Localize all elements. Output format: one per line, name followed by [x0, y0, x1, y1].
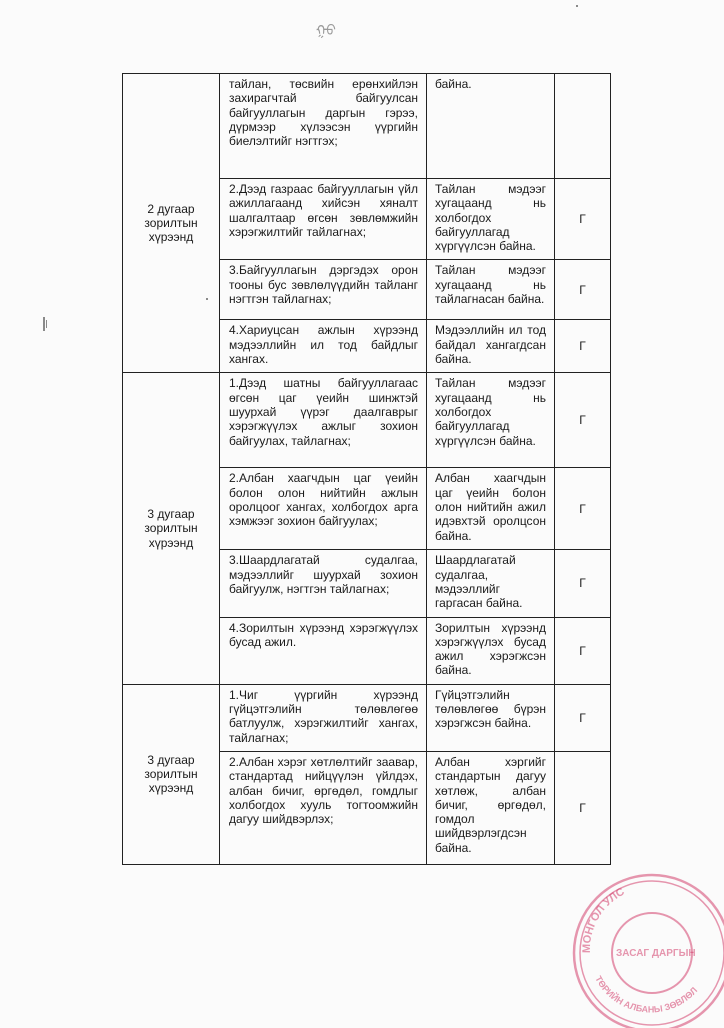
task-cell — [220, 550, 427, 617]
result-text: байна. — [435, 77, 472, 91]
task-text: 1.Дээд шатны байгууллагаас өгсөн цаг үеийн шинжтэй шуурхай үүрэг даалгаврыг хэрэгжүүлэх ажлыг зохион байгуулах, тайлагнах; — [229, 376, 418, 448]
goal-cell: 3 дугаар зорилтын хүрээнд — [123, 373, 220, 684]
task-text: тайлан, төсвийн ерөнхийлэн захирагчтай байгуулсан байгууллагын даргын гэрээ, дүрмээр хүлээсэн үүргийн биелэлтийг нэгтгэх; — [229, 77, 418, 149]
result-cell — [427, 260, 555, 320]
task-text: 2.Албан хаагчдын цаг үеийн болон олон нийтийн ажлын оролцоог хангах, холбогдох арга хэмжээг зохион байгуулах; — [229, 471, 418, 529]
result-cell — [427, 373, 555, 468]
result-cell — [427, 684, 555, 751]
table-row — [123, 373, 611, 468]
result-cell — [427, 550, 555, 617]
task-cell — [220, 260, 427, 320]
task-text: 3.Шаардлагатай судалгаа, мэдээллийг шуурхай зохион байгуулж, нэгтгэн тайлагнах; — [229, 553, 418, 596]
task-text: 3.Байгууллагын дэргэдэх орон тооны бус зөвлөлүүдийн тайланг нэгтгэн тайлагнах; — [229, 263, 418, 307]
result-text: Тайлан мэдээг хугацаанд нь холбогдох байгууллагад хүргүүлсэн байна. — [435, 376, 546, 448]
table-row — [123, 684, 611, 751]
result-text: Шаардлагатай судалгаа, мэдээллийг гаргасан байна. — [435, 553, 523, 611]
grade-cell — [555, 74, 611, 179]
table-row — [123, 74, 611, 179]
result-text: Мэдээллийн ил тод байдал хангагдсан байна. — [435, 323, 546, 367]
task-cell — [220, 74, 427, 179]
grade-cell: Г — [555, 260, 611, 320]
task-cell — [220, 751, 427, 864]
goal-cell: 3 дугаар зорилтын хүрээнд — [123, 684, 220, 864]
result-cell — [427, 179, 555, 260]
grade-cell: Г — [555, 550, 611, 617]
result-cell — [427, 74, 555, 179]
task-cell — [220, 179, 427, 260]
grade-cell: Г — [555, 468, 611, 550]
result-text: Тайлан мэдээг хугацаанд нь тайлагнасан байна. — [435, 263, 546, 307]
grade-cell: Г — [555, 373, 611, 468]
official-stamp — [560, 858, 724, 1028]
grade-cell: Г — [555, 179, 611, 260]
task-text: 4.Зорилтын хүрээнд хэрэгжүүлэх бусад ажил. — [229, 620, 418, 649]
result-cell — [427, 751, 555, 864]
result-text: Тайлан мэдээг хугацаанд нь холбогдох байгууллагад хүргүүлсэн байна. — [435, 182, 546, 254]
result-text: Албан хаагчдын цаг үеийн болон олон нийтийн ажил идэвхтэй оролцсон байна. — [435, 471, 546, 543]
stamp-bottom-text: ТӨРИЙН АЛБАНЫ ЗӨВЛӨЛ — [593, 974, 700, 1015]
task-cell — [220, 468, 427, 550]
grade-cell: Г — [555, 751, 611, 864]
result-cell — [427, 617, 555, 684]
goal-cell: 2 дугаар зорилтын хүрээнд — [123, 74, 220, 373]
grade-cell: Г — [555, 320, 611, 373]
task-text: 4.Хариуцсан ажлын хүрээнд мэдээллийн ил тод байдлыг хангах. — [229, 323, 418, 367]
result-text: Зорилтын хүрээнд хэрэгжүүлэх бусад ажил хэрэгжсэн байна. — [435, 620, 546, 678]
result-cell — [427, 468, 555, 550]
stamp-top-text: МОНГОЛ УЛС — [580, 885, 627, 954]
task-text: 1.Чиг үүргийн хүрээнд гүйцэтгэлийн төлөвлөгөө батлуулж, хэрэгжилтийг хангах, тайлагнах; — [229, 687, 418, 745]
task-text: 2.Дээд газраас байгууллагын үйл ажиллагаанд хийсэн хяналт шалгалтаар өгсөн зөвлөмжийн хэрэгжилтийг тайлагнах; — [229, 182, 418, 239]
task-text: 2.Албан хэрэг хөтлөлтийг заавар, стандартад нийцүүлэн үйлдэх, албан бичиг, өргөдөл, гомдлыг холбогдох хууль тогтоомжийн дагуу шийдвэрлэх; — [229, 754, 418, 827]
task-cell — [220, 320, 427, 373]
tasks-table — [122, 73, 611, 865]
task-cell — [220, 684, 427, 751]
grade-cell: Г — [555, 684, 611, 751]
grade-cell: Г — [555, 617, 611, 684]
result-cell — [427, 320, 555, 373]
result-text: Албан хэргийг стандартын дагуу хөтлөж, албан бичиг, өргөдөл, гомдол шийдвэрлэгдсэн байна. — [435, 754, 546, 855]
stamp-middle-text: ЗАСАГ ДАРГЫН — [616, 948, 696, 959]
top-scan-mark: ᠬ᠋ᠥ — [316, 23, 336, 39]
task-cell — [220, 373, 427, 468]
task-cell — [220, 617, 427, 684]
result-text: Гүйцэтгэлийн төлөвлөгөө бүрэн хэрэгжсэн байна. — [435, 687, 546, 731]
